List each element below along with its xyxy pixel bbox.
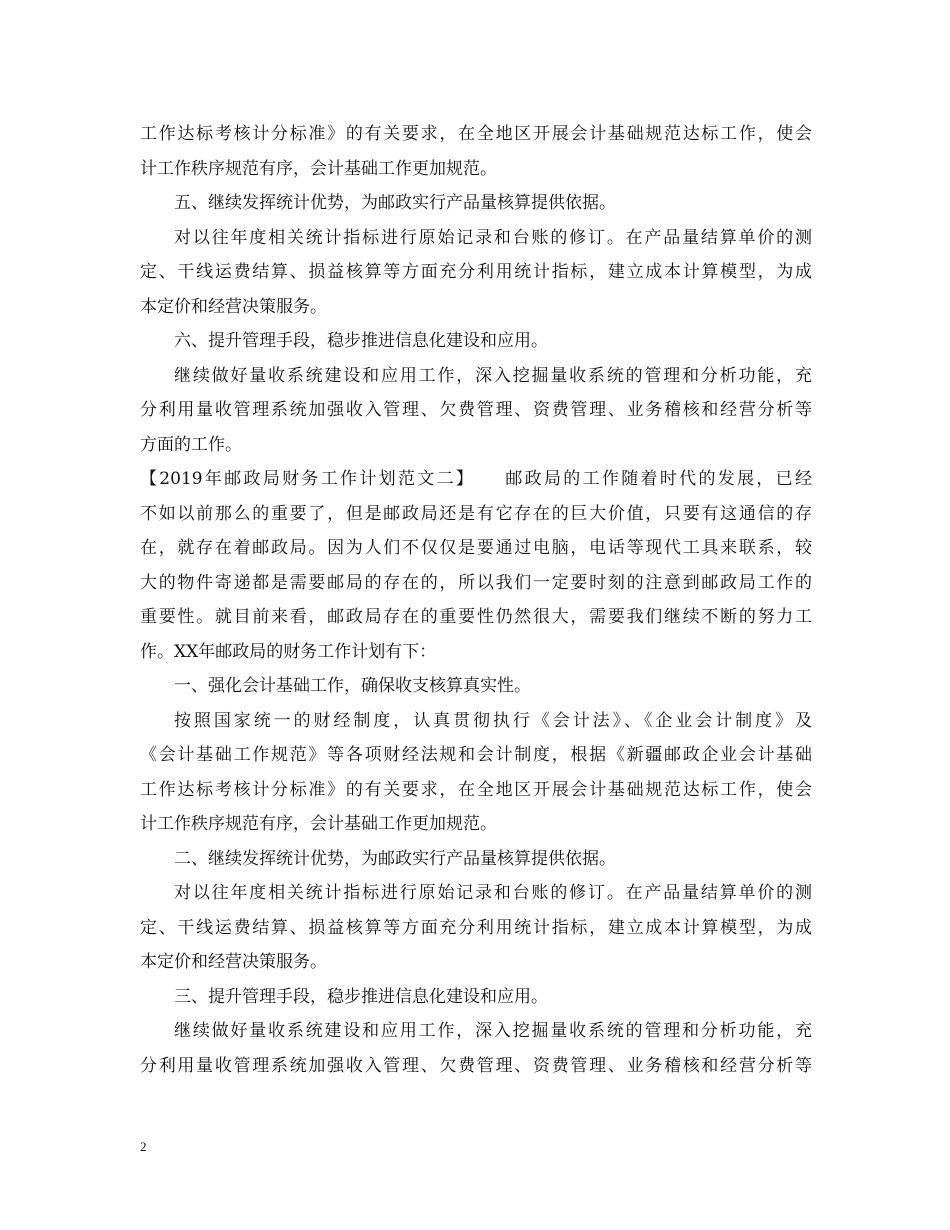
text-line: 二、继续发挥统计优势，为邮政实行产品量核算提供依据。 [174, 848, 616, 869]
text-line: 重要性。就目前来看，邮政局存在的重要性仍然很大，需要我们继续不断的努力工 [140, 607, 812, 627]
text-line: 五、继续发挥统计优势，为邮政实行产品量核算提供依据。 [174, 193, 616, 213]
text-line: 继续做好量收系统建设和应用工作，深入挖掘量收系统的管理和分析功能，充 [174, 1021, 812, 1041]
text-line: 工作达标考核计分标准》的有关要求，在全地区开展会计基础规范达标工作，使会 [140, 779, 812, 800]
text-line: 工作达标考核计分标准》的有关要求，在全地区开展会计基础规范达标工作，使会 [140, 124, 812, 144]
text-line: 定、干线运费结算、损益核算等方面充分利用统计指标，建立成本计算模型，为成 [140, 262, 812, 282]
page-number: 2 [140, 1139, 147, 1154]
text-line: 按照国家统一的财经制度，认真贯彻执行《会计法》、《企业会计制度》及 [174, 710, 812, 731]
text-line: 在，就存在着邮政局。因为人们不仅仅是要通过电脑，电话等现代工具来联系，较 [140, 538, 812, 558]
text-line: 《会计基础工作规范》等各项财经法规和会计制度，根据《新疆邮政企业会计基础 [140, 745, 812, 765]
text-line: 一、强化会计基础工作，确保收支核算真实性。 [174, 676, 531, 696]
text-line: 对以往年度相关统计指标进行原始记录和台账的修订。在产品量结算单价的测 [174, 883, 812, 903]
text-line: 继续做好量收系统建设和应用工作，深入挖掘量收系统的管理和分析功能，充 [174, 365, 812, 386]
text-line: 作。XX年邮政局的财务工作计划有下： [140, 641, 437, 662]
text-line: 定、干线运费结算、损益核算等方面充分利用统计指标，建立成本计算模型，为成 [140, 917, 812, 938]
text-line: 分利用量收管理系统加强收入管理、欠费管理、资费管理、业务稽核和经营分析等 [140, 1055, 812, 1076]
text-line: 不如以前那么的重要了，但是邮政局还是有它存在的巨大价值，只要有这通信的存 [140, 503, 812, 524]
text-line: 计工作秩序规范有序，会计基础工作更加规范。 [140, 814, 497, 834]
text-line: 方面的工作。 [140, 434, 242, 455]
text-line: 分利用量收管理系统加强收入管理、欠费管理、资费管理、业务稽核和经营分析等 [140, 400, 812, 420]
text-line: 三、提升管理手段，稳步推进信息化建设和应用。 [174, 986, 548, 1007]
text-line: 本定价和经营决策服务。 [140, 296, 327, 317]
document-body [140, 117, 812, 1083]
text-line: 六、提升管理手段，稳步推进信息化建设和应用。 [174, 331, 548, 351]
text-line: 大的物件寄递都是需要邮局的存在的，所以我们一定要时刻的注意到邮政局工作的 [140, 572, 812, 593]
text-line: 本定价和经营决策服务。 [140, 952, 327, 972]
text-line: 对以往年度相关统计指标进行原始记录和台账的修订。在产品量结算单价的测 [174, 227, 812, 248]
text-line: 【2019年邮政局财务工作计划范文二】 邮政局的工作随着时代的发展，已经 [140, 469, 812, 489]
text-line: 计工作秩序规范有序，会计基础工作更加规范。 [140, 158, 497, 179]
